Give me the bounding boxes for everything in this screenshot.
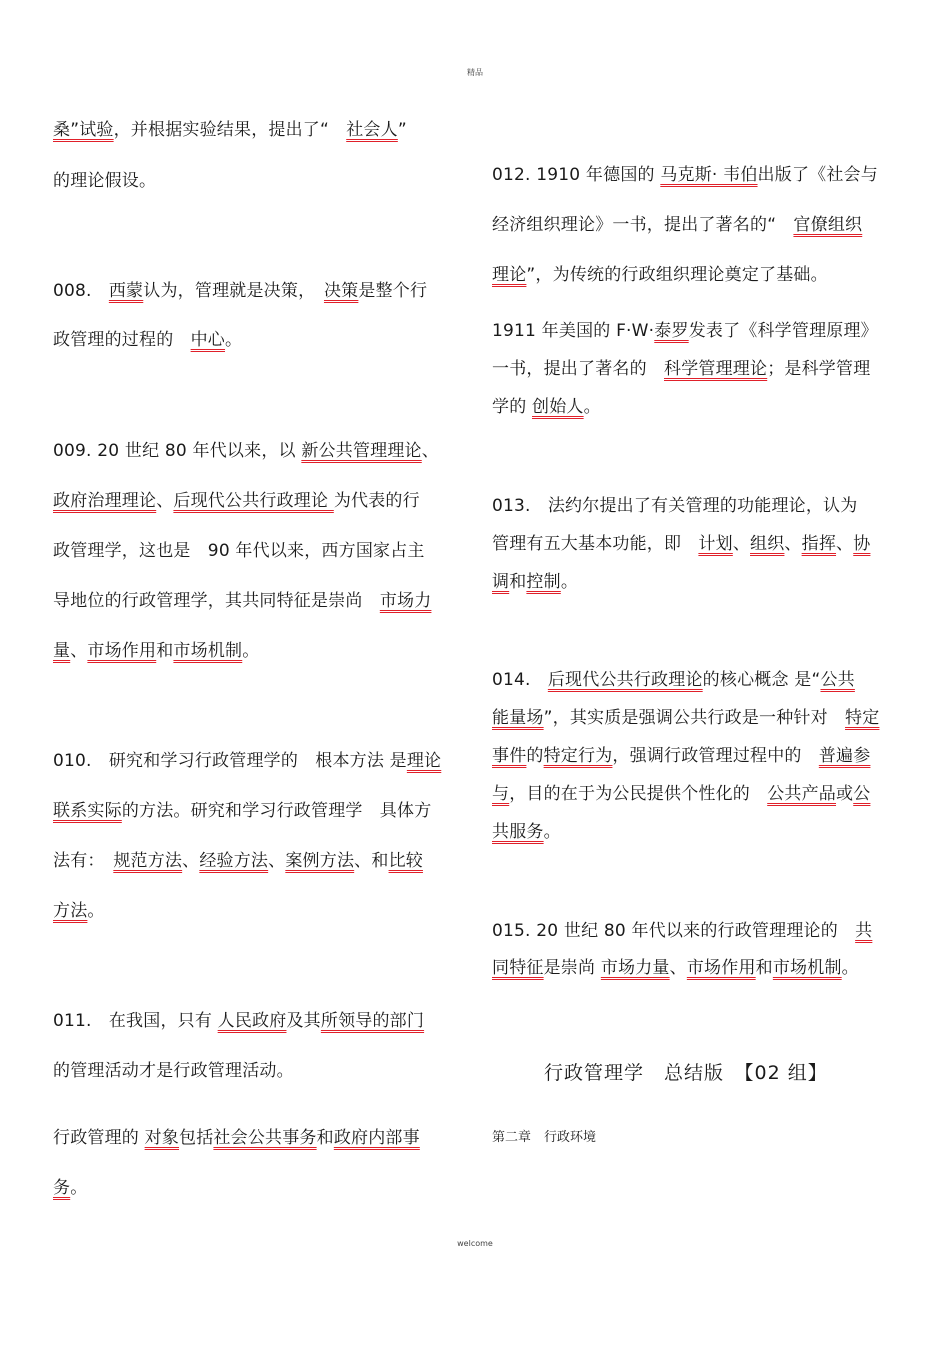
text-run: 或 — [836, 784, 854, 804]
keyword-underlined: 人民政府 — [217, 1011, 287, 1031]
keyword-underlined: 与 — [492, 784, 510, 804]
text-run: 和 — [755, 958, 773, 978]
keyword-underlined: 公共产品 — [767, 784, 837, 804]
text-run: 的理论假设。 — [53, 171, 157, 191]
keyword-underlined: 创始人 — [532, 397, 584, 417]
keyword-underlined: 普遍参 — [818, 746, 871, 766]
text-line — [53, 1006, 424, 1031]
text-run: ”，为传统的行政组织理论奠定了基础。 — [526, 265, 828, 285]
text-run: 为代表的行 — [333, 491, 420, 511]
keyword-underlined: 公共 — [820, 670, 855, 690]
section-title: 行政管理学 总结版 【02 组】 — [544, 1062, 828, 1084]
text-run: 。 — [841, 958, 859, 978]
text-run: 经济组织理论》一书，提出了著名的“ — [492, 215, 794, 235]
keyword-underlined: 西蒙 — [108, 281, 144, 301]
text-run: 管理有五大基本功能，即 — [492, 534, 699, 554]
text-run: 、 — [732, 534, 751, 554]
text-run: 014. — [492, 670, 548, 690]
text-run: 013. 法约尔提出了有关管理的功能理论，认为 — [492, 496, 858, 516]
text-run: 和 — [509, 572, 527, 592]
text-run: 政管理的过程的 — [53, 330, 191, 350]
text-run: 、 — [268, 851, 286, 871]
text-line — [53, 325, 242, 350]
keyword-underlined: 桑”试验 — [53, 120, 114, 140]
text-line — [53, 586, 431, 611]
text-run: 及其 — [286, 1011, 321, 1031]
text-run: 、 — [421, 441, 439, 461]
keyword-underlined: 科学管理理论 — [664, 359, 768, 379]
keyword-underlined: 协 — [853, 534, 871, 554]
text-run: 008. — [53, 281, 109, 301]
text-run: 是崇尚 — [543, 958, 601, 978]
text-line — [492, 392, 601, 417]
text-line — [492, 665, 855, 690]
keyword-underlined: 市场作用 — [87, 641, 157, 661]
text-run: ，强调行政管理过程中的 — [612, 746, 819, 766]
keyword-underlined: 同特征 — [492, 958, 544, 978]
keyword-underlined: 规范方法 — [113, 851, 183, 871]
text-run: 009. 20 世纪 80 年代以来，以 — [53, 441, 302, 461]
text-run: 法有： — [53, 851, 114, 871]
text-run: 一书，提出了著名的 — [492, 359, 664, 379]
keyword-underlined: 联系实际 — [53, 801, 122, 821]
text-run: ” — [397, 120, 407, 140]
text-run: 。 — [543, 822, 561, 842]
keyword-underlined: 案例方法 — [285, 851, 355, 871]
keyword-underlined: 务 — [53, 1178, 71, 1198]
text-line — [53, 796, 431, 821]
keyword-underlined: 新公共管理理论 — [301, 441, 422, 461]
keyword-underlined: 组织 — [750, 534, 785, 554]
text-run: ，并根据实验结果，提出了“ — [113, 120, 347, 140]
keyword-underlined: 特定 — [845, 708, 880, 728]
keyword-underlined: 事件 — [492, 746, 527, 766]
text-run: 、 — [156, 491, 174, 511]
text-line — [492, 491, 857, 516]
text-run: 。 — [70, 1178, 88, 1198]
footer-tag: welcome — [457, 1239, 493, 1248]
text-line — [492, 916, 872, 941]
text-line — [53, 1123, 420, 1148]
text-line — [53, 1173, 87, 1198]
keyword-underlined: 社会人 — [346, 120, 398, 140]
text-run: 。 — [560, 572, 579, 592]
text-line — [53, 896, 105, 921]
keyword-underlined: 政府内部事 — [333, 1128, 420, 1148]
keyword-underlined: 计划 — [698, 534, 733, 554]
text-run: 、 — [669, 958, 687, 978]
text-run: ”，其实质是强调公共行政是一种针对 — [543, 708, 846, 728]
text-run: 行政管理的 — [53, 1128, 145, 1148]
keyword-underlined: 理论 — [492, 265, 527, 285]
text-run: 的核心概念 是“ — [702, 670, 821, 690]
keyword-underlined: 市场作用 — [686, 958, 756, 978]
keyword-underlined: 官僚组织 — [793, 215, 863, 235]
keyword-underlined: 量 — [53, 641, 71, 661]
text-run: 是整个行 — [358, 281, 428, 301]
text-run: 的 — [526, 746, 544, 766]
text-run: ，目的在于为公民提供个性化的 — [509, 784, 768, 804]
keyword-underlined: 对象 — [144, 1128, 180, 1148]
text-run: 的管理活动才是行政管理活动。 — [53, 1061, 294, 1081]
text-line — [53, 486, 420, 511]
text-run: 012. 1910 年德国的 — [492, 165, 661, 185]
text-line — [492, 529, 870, 554]
text-run: 和 — [156, 641, 174, 661]
keyword-underlined: 决策 — [323, 281, 359, 301]
text-run: 认为，管理就是决策， — [143, 281, 324, 301]
text-line — [492, 316, 878, 341]
keyword-underlined: 共 — [855, 921, 873, 941]
text-line — [53, 536, 425, 561]
text-line — [492, 354, 870, 379]
text-run: 出版了《社会与 — [757, 165, 878, 185]
chapter-subtitle: 第二章 行政环境 — [492, 1130, 597, 1145]
keyword-underlined: 市场机制 — [772, 958, 842, 978]
text-run: 发表了《科学管理原理》 — [688, 321, 878, 341]
text-run: ；是科学管理 — [767, 359, 871, 379]
text-run: 导地位的行政管理学，其共同特征是崇尚 — [53, 591, 380, 611]
keyword-underlined: 中心 — [190, 330, 226, 350]
text-line — [53, 276, 427, 301]
keyword-underlined: 市场机制 — [173, 641, 243, 661]
text-run: 、 — [182, 851, 200, 871]
text-line — [53, 166, 156, 191]
text-line — [53, 746, 441, 771]
text-line — [492, 703, 879, 728]
keyword-underlined: 能量场 — [492, 708, 544, 728]
text-line — [492, 953, 859, 978]
text-run: 的方法。研究和学习行政管理学 具体方 — [121, 801, 432, 821]
keyword-underlined: 泰罗 — [654, 321, 689, 341]
text-line — [492, 260, 828, 285]
text-line — [492, 741, 870, 766]
keyword-underlined: 控制 — [526, 572, 561, 592]
keyword-underlined: 市场力 — [379, 591, 432, 611]
text-run: 1911 年美国的 F·W· — [492, 321, 655, 341]
text-line — [53, 636, 259, 661]
text-line — [492, 817, 561, 842]
text-run: 、 — [784, 534, 802, 554]
keyword-underlined: 比较 — [388, 851, 423, 871]
keyword-underlined: 市场力量 — [600, 958, 670, 978]
text-run: 。 — [242, 641, 260, 661]
text-run: 、 — [70, 641, 88, 661]
text-run: 、 — [836, 534, 854, 554]
keyword-underlined: 特定行为 — [543, 746, 613, 766]
text-run: 政管理学，这也是 90 年代以来，西方国家占主 — [53, 541, 425, 561]
keyword-underlined: 方法 — [53, 901, 88, 921]
text-run: 011. 在我国，只有 — [53, 1011, 218, 1031]
text-run: 010. 研究和学习行政管理学的 根本方法 是 — [53, 751, 407, 771]
keyword-underlined: 指挥 — [801, 534, 837, 554]
keyword-underlined: 社会公共事务 — [213, 1128, 317, 1148]
keyword-underlined: 共服务 — [492, 822, 544, 842]
text-run: 015. 20 世纪 80 年代以来的行政管理理论的 — [492, 921, 856, 941]
keyword-underlined: 理论 — [406, 751, 442, 771]
text-line — [492, 567, 578, 592]
text-run: 包括 — [179, 1128, 214, 1148]
text-line — [53, 846, 423, 871]
text-run: 。 — [87, 901, 105, 921]
keyword-underlined: 公 — [853, 784, 871, 804]
header-tag: 精品 — [467, 68, 483, 77]
keyword-underlined: 马克斯· 韦伯 — [660, 165, 758, 185]
text-line — [53, 436, 439, 461]
keyword-underlined: 经验方法 — [199, 851, 269, 871]
text-run: 、和 — [354, 851, 389, 871]
text-line — [53, 115, 407, 140]
text-line — [492, 779, 870, 804]
keyword-underlined: 政府治理理论 — [53, 491, 157, 511]
keyword-underlined: 后现代公共行政理论 — [173, 491, 334, 511]
text-line — [53, 1056, 294, 1081]
keyword-underlined: 所领导的部门 — [320, 1011, 425, 1031]
text-run: 。 — [225, 330, 243, 350]
text-run: 学的 — [492, 397, 533, 417]
keyword-underlined: 后现代公共行政理论 — [547, 670, 703, 690]
text-run: 。 — [583, 397, 601, 417]
keyword-underlined: 调 — [492, 572, 510, 592]
text-line — [492, 160, 878, 185]
text-run: 和 — [316, 1128, 334, 1148]
text-line — [492, 210, 862, 235]
